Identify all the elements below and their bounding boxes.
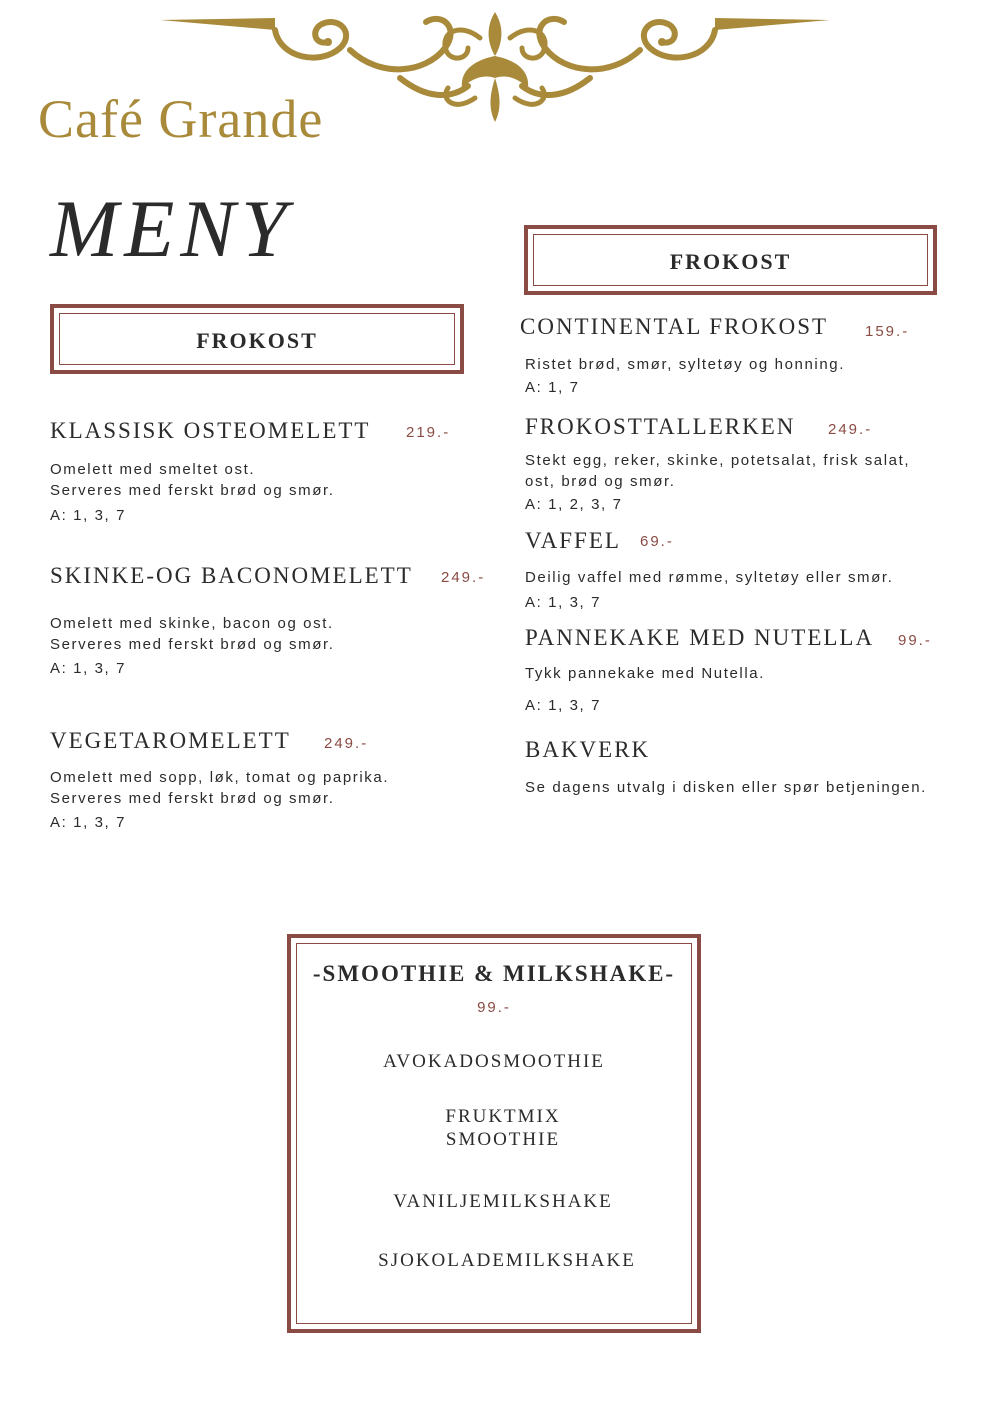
menu-item-description: Omelett med smeltet ost. — [50, 461, 256, 478]
right-section-title: FROKOST — [669, 249, 792, 274]
menu-item-allergens: A: 1, 3, 7 — [50, 507, 127, 524]
menu-item-description: Omelett med skinke, bacon og ost. — [50, 615, 334, 632]
menu-item-description: Se dagens utvalg i disken eller spør betjeningen. — [525, 779, 927, 796]
menu-item-name: VAFFEL — [525, 528, 621, 553]
menu-item-price: 159.- — [865, 323, 910, 340]
menu-item-name: SKINKE-OG BACONOMELETT — [50, 563, 413, 588]
menu-item-name: VEGETAROMELETT — [50, 728, 291, 753]
cafe-brand-logo: Café Grande — [38, 89, 324, 149]
menu-item-name: PANNEKAKE MED NUTELLA — [525, 625, 875, 650]
left-section-header-frame — [50, 304, 464, 374]
menu-item-allergens: A: 1, 3, 7 — [525, 697, 602, 714]
drinks-box — [287, 934, 701, 1333]
drink-item: SMOOTHIE — [445, 1129, 561, 1150]
menu-item-description: Omelett med sopp, løk, tomat og paprika. — [50, 769, 390, 786]
menu-item-price: 249.- — [828, 421, 873, 438]
drink-item: AVOKADOSMOOTHIE — [383, 1051, 605, 1072]
drink-item: VANILJEMILKSHAKE — [393, 1191, 613, 1212]
drink-item: SJOKOLADEMILKSHAKE — [378, 1250, 636, 1271]
menu-item-name: KLASSISK OSTEOMELETT — [50, 418, 371, 443]
menu-item-description: Stekt egg, reker, skinke, potetsalat, frisk salat, — [525, 452, 911, 469]
menu-item-allergens: A: 1, 3, 7 — [525, 594, 602, 611]
menu-item-description: ost, brød og smør. — [525, 473, 676, 490]
menu-item-description: Tykk pannekake med Nutella. — [525, 665, 765, 682]
menu-item-description: Ristet brød, smør, syltetøy og honning. — [525, 356, 845, 373]
menu-item-name: CONTINENTAL FROKOST — [520, 314, 829, 339]
menu-item-price: 69.- — [640, 533, 674, 550]
right-section-header-frame — [524, 225, 937, 295]
left-section-title: FROKOST — [196, 328, 318, 353]
menu-item-description: Serveres med ferskt brød og smør. — [50, 482, 335, 499]
menu-item-price: 99.- — [898, 632, 932, 649]
menu-item-allergens: A: 1, 3, 7 — [50, 814, 127, 831]
menu-item-description: Serveres med ferskt brød og smør. — [50, 636, 335, 653]
menu-item-name: FROKOSTTALLERKEN — [525, 414, 796, 439]
menu-item-price: 249.- — [441, 569, 486, 586]
menu-item-description: Deilig vaffel med rømme, syltetøy eller smør. — [525, 569, 894, 586]
menu-item-price: 219.- — [406, 424, 451, 441]
drinks-title: -SMOOTHIE & MILKSHAKE- — [312, 961, 676, 986]
menu-item-description: Serveres med ferskt brød og smør. — [50, 790, 335, 807]
menu-item-allergens: A: 1, 2, 3, 7 — [525, 496, 623, 513]
menu-item-price: 249.- — [324, 735, 369, 752]
menu-item-allergens: A: 1, 7 — [525, 379, 580, 396]
drinks-price: 99.- — [477, 999, 511, 1016]
menu-item-allergens: A: 1, 3, 7 — [50, 660, 127, 677]
menu-item-name: BAKVERK — [525, 737, 651, 762]
page-heading-meny: MENY — [50, 183, 293, 274]
drink-item: FRUKTMIX — [445, 1106, 561, 1127]
